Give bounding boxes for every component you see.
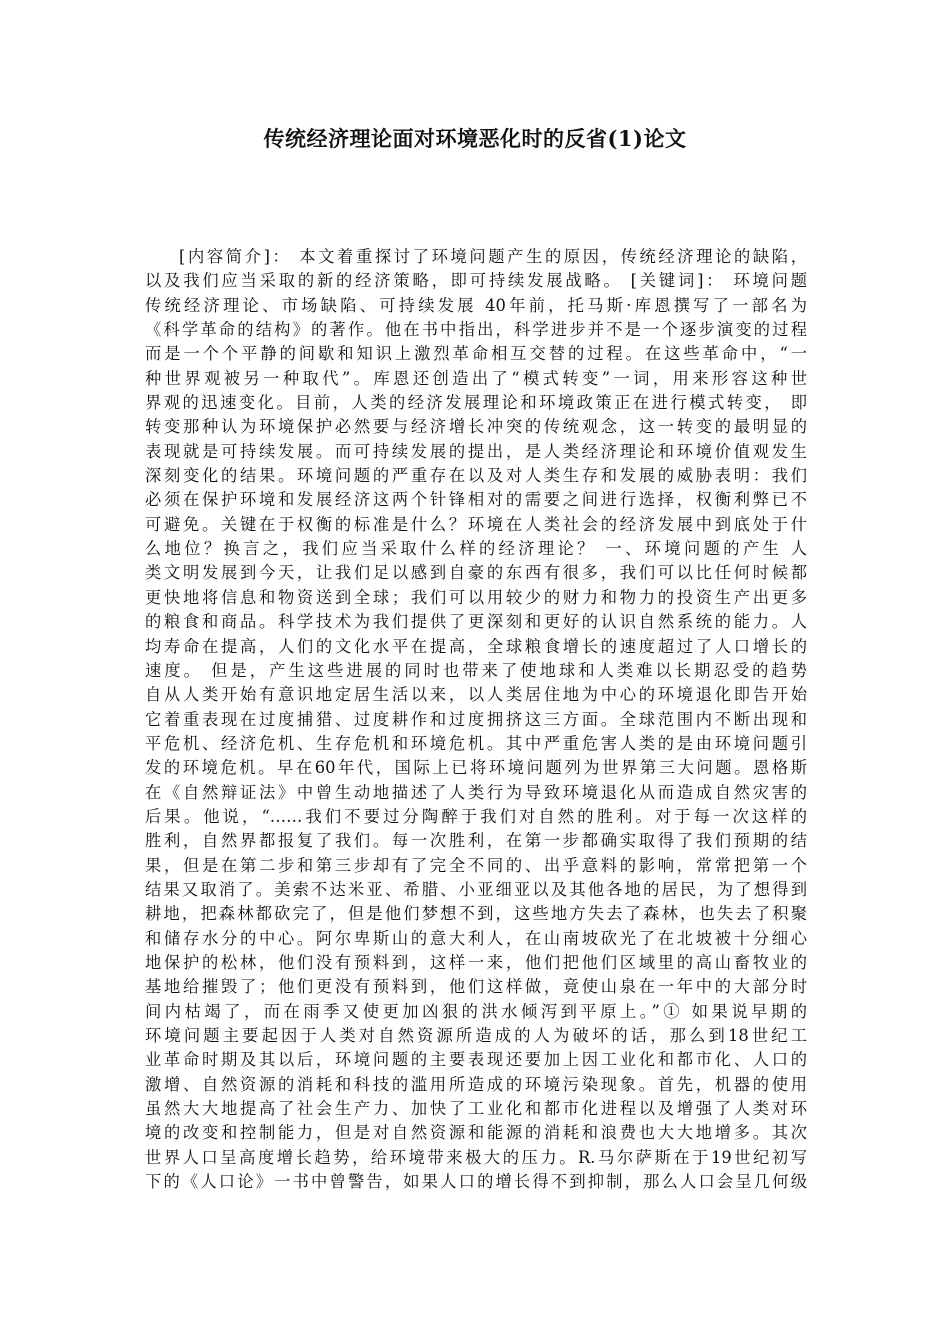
body-line: 么地位？换言之，我们应当采取什么样的经济理论？ 一、环境问题的产生 人 [145, 539, 807, 559]
body-line: 环境问题主要起因于人类对自然资源所造成的人为破坏的话，那么到18世纪工 [145, 1026, 807, 1045]
body-line: 《科学革命的结构》的著作。他在书中指出，科学进步并不是一个逐步演变的过程 [145, 320, 807, 340]
body-line: 以及我们应当采取的新的经济策略，即可持续发展战略。 [关键词]： 环境问题 [145, 271, 807, 291]
body-line: 深刻变化的结果。环境问题的严重存在以及对人类生存和发展的威胁表明：我们 [145, 466, 807, 486]
document-title: 传统经济理论面对环境恶化时的反省(1)论文 [263, 126, 687, 151]
document-body [145, 245, 807, 1194]
body-line: 虽然大大地提高了社会生产力、加快了工业化和都市化进程以及增强了人类对环 [145, 1099, 807, 1119]
body-line: 境的改变和控制能力，但是对自然资源和能源的消耗和浪费也大大地增多。其次 [145, 1123, 807, 1143]
body-line: 在《自然辩证法》中曾生动地描述了人类行为导致环境退化从而造成自然灾害的 [145, 782, 807, 802]
body-line: 更快地将信息和物资送到全球；我们可以用较少的财力和物力的投资生产出更多 [145, 587, 807, 607]
body-line: 耕地，把森林都砍完了，但是他们梦想不到，这些地方失去了森林，也失去了积聚 [145, 904, 807, 924]
body-line: 间内枯竭了，而在雨季又使更加凶狠的洪水倾泻到平原上。”① 如果说早期的 [145, 1001, 807, 1021]
body-line: 果，但是在第二步和第三步却有了完全不同的、出乎意料的影响，常常把第一个 [145, 855, 807, 875]
body-line: 传统经济理论、市场缺陷、可持续发展 40年前，托马斯·库恩撰写了一部名为 [145, 295, 807, 315]
body-line: 速度。 但是，产生这些进展的同时也带来了使地球和人类难以长期忍受的趋势 [145, 660, 807, 680]
body-line: 转变那种认为环境保护必然要与经济增长冲突的传统观念，这一转变的最明显的 [145, 417, 807, 437]
body-line: 下的《人口论》一书中曾警告，如果人口的增长得不到抑制，那么人口会呈几何级 [145, 1172, 807, 1192]
body-line: 均寿命在提高，人们的文化水平在提高，全球粮食增长的速度超过了人口增长的 [145, 636, 807, 656]
body-line: 胜利，自然界都报复了我们。每一次胜利，在第一步都确实取得了我们预期的结 [145, 831, 807, 851]
body-line: 世界人口呈高度增长趋势，给环境带来极大的压力。R.马尔萨斯在于19世纪初写 [145, 1147, 807, 1167]
body-line: 而是一个个平静的间歇和知识上激烈革命相互交替的过程。在这些革命中，“一 [145, 344, 807, 364]
body-line: 平危机、经济危机、生存危机和环境危机。其中严重危害人类的是由环境问题引 [145, 733, 807, 753]
body-line: 激增、自然资源的消耗和科技的滥用所造成的环境污染现象。首先，机器的使用 [145, 1074, 807, 1094]
body-line: 后果。他说，“……我们不要过分陶醉于我们对自然的胜利。对于每一次这样的 [145, 806, 807, 826]
body-line: 它着重表现在过度捕猎、过度耕作和过度拥挤这三方面。全球范围内不断出现和 [145, 709, 807, 729]
body-line: 基地给摧毁了；他们更没有预料到，他们这样做，竟使山泉在一年中的大部分时 [145, 977, 807, 997]
body-line: 自从人类开始有意识地定居生活以来，以人类居住地为中心的环境退化即告开始 [145, 685, 807, 705]
body-line: 结果又取消了。美索不达米亚、希腊、小亚细亚以及其他各地的居民，为了想得到 [145, 879, 807, 899]
body-line: 和储存水分的中心。阿尔卑斯山的意大利人，在山南坡砍光了在北坡被十分细心 [145, 928, 807, 948]
body-line: [内容简介]： 本文着重探讨了环境问题产生的原因，传统经济理论的缺陷， [179, 247, 807, 266]
body-line: 的粮食和商品。科学技术为我们提供了更深刻和更好的认识自然系统的能力。人 [145, 612, 807, 632]
body-line: 发的环境危机。早在60年代，国际上已将环境问题列为世界第三大问题。恩格斯 [145, 758, 807, 778]
body-line: 类文明发展到今天，让我们足以感到自豪的东西有很多，我们可以比任何时候都 [145, 563, 807, 583]
body-line: 业革命时期及其以后，环境问题的主要表现还要加上因工业化和都市化、人口的 [145, 1050, 807, 1070]
body-line: 种世界观被另一种取代”。库恩还创造出了“模式转变”一词，用来形容这种世 [145, 368, 807, 388]
body-line: 界观的迅速变化。目前，人类的经济发展理论和环境政策正在进行模式转变， 即 [145, 393, 807, 413]
body-line: 地保护的松林，他们没有预料到，这样一来，他们把他们区域里的高山畜牧业的 [145, 952, 807, 972]
body-line: 表现就是可持续发展。而可持续发展的提出，是人类经济理论和环境价值观发生 [145, 441, 807, 461]
body-line: 必须在保护环境和发展经济这两个针锋相对的需要之间进行选择，权衡利弊已不 [145, 490, 807, 510]
body-line: 可避免。关键在于权衡的标准是什么？环境在人类社会的经济发展中到底处于什 [145, 514, 807, 534]
